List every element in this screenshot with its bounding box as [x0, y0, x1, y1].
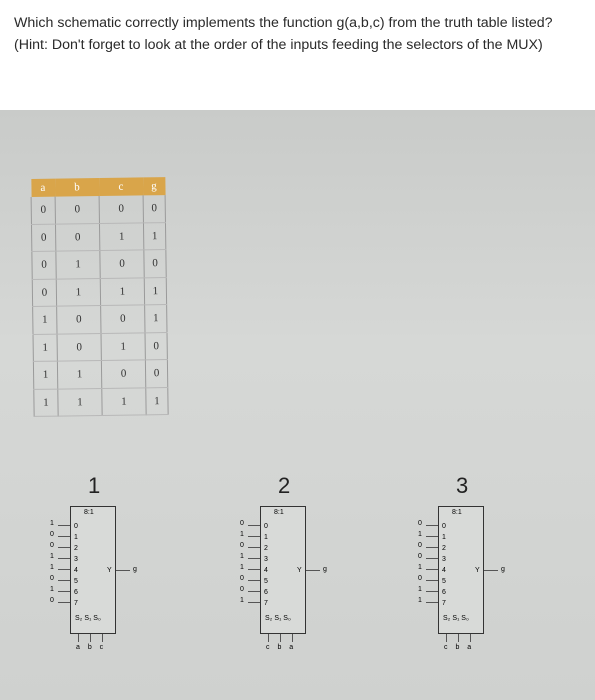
- input-wire: [426, 602, 438, 603]
- mux-pin: 1: [442, 534, 446, 541]
- table-cell: 1: [101, 332, 145, 360]
- mux-pin: 3: [442, 556, 446, 563]
- input-wire: [248, 547, 260, 548]
- output-wire: [306, 570, 320, 571]
- selector-wire: [90, 634, 91, 642]
- table-cell: 1: [33, 334, 57, 362]
- table-cell: 0: [99, 195, 143, 223]
- table-row: [33, 332, 167, 361]
- mux-input-value: 0: [50, 531, 54, 538]
- selector-wire: [458, 634, 459, 642]
- input-wire: [248, 580, 260, 581]
- mux-pin: 7: [74, 600, 78, 607]
- mux-input-value: 1: [418, 586, 422, 593]
- table-row: [32, 250, 166, 279]
- output-wire: [116, 570, 130, 571]
- mux-input-value: 0: [240, 542, 244, 549]
- table-cell: 1: [56, 278, 100, 306]
- table-cell: 1: [33, 306, 57, 334]
- input-wire: [58, 569, 70, 570]
- mux-pin: 0: [74, 523, 78, 530]
- selector-labels: S₂ S₁ S₀: [443, 615, 469, 622]
- selector-wire: [292, 634, 293, 642]
- input-wire: [58, 591, 70, 592]
- truth-table: [30, 177, 168, 417]
- mux-box: [70, 506, 116, 634]
- mux-input-value: 0: [418, 520, 422, 527]
- mux-input-value: 1: [50, 564, 54, 571]
- table-row: [33, 305, 167, 334]
- schematic-number: 2: [278, 473, 291, 498]
- mux-pin: 4: [264, 567, 268, 574]
- table-cell: 1: [99, 222, 143, 250]
- mux-pin: 3: [74, 556, 78, 563]
- table-cell: 0: [101, 360, 145, 388]
- header-g: g: [143, 177, 165, 195]
- mux-input-value: 1: [240, 564, 244, 571]
- mux-input-value: 0: [240, 520, 244, 527]
- table-cell: 0: [55, 196, 99, 224]
- selector-labels: S₂ S₁ S₀: [265, 615, 291, 622]
- table-row: [31, 222, 165, 251]
- schematic-number: 3: [456, 473, 469, 498]
- input-wire: [58, 580, 70, 581]
- table-cell: 0: [31, 224, 55, 252]
- table-cell: 0: [101, 305, 145, 333]
- table-cell: 0: [31, 197, 55, 224]
- mux-input-value: 1: [240, 597, 244, 604]
- mux-pin: 1: [74, 534, 78, 541]
- mux-input-value: 1: [50, 553, 54, 560]
- input-wire: [426, 591, 438, 592]
- input-wire: [426, 558, 438, 559]
- mux-input-value: 0: [418, 542, 422, 549]
- mux-input-value: 0: [50, 575, 54, 582]
- mux-label: 8:1: [274, 509, 284, 516]
- mux-output-label: Y: [475, 567, 480, 574]
- table-cell: 0: [144, 250, 166, 278]
- table-cell: 0: [145, 332, 167, 360]
- mux-input-value: 0: [240, 575, 244, 582]
- table-cell: 1: [34, 389, 58, 417]
- mux-label: 8:1: [84, 509, 94, 516]
- input-wire: [248, 591, 260, 592]
- selector-wire: [470, 634, 471, 642]
- mux-pin: 0: [442, 523, 446, 530]
- input-wire: [248, 525, 260, 526]
- mux-pin: 5: [442, 578, 446, 585]
- mux-pin: 2: [74, 545, 78, 552]
- mux-pin: 7: [442, 600, 446, 607]
- mux-pin: 5: [264, 578, 268, 585]
- schematic-number: 1: [88, 473, 101, 498]
- input-wire: [426, 580, 438, 581]
- mux-input-value: 0: [50, 542, 54, 549]
- mux-output-label: Y: [107, 567, 112, 574]
- mux-input-value: 1: [240, 531, 244, 538]
- selector-wire: [102, 634, 103, 642]
- mux-input-value: 1: [418, 597, 422, 604]
- table-row: [33, 360, 167, 389]
- mux-pin: 6: [264, 589, 268, 596]
- table-cell: 1: [100, 277, 144, 305]
- output-name: g: [323, 566, 327, 573]
- mux-pin: 4: [74, 567, 78, 574]
- table-cell: 0: [32, 279, 56, 307]
- table-cell: 0: [143, 195, 165, 222]
- mux-input-value: 1: [418, 564, 422, 571]
- table-cell: 1: [146, 387, 168, 415]
- mux-pin: 2: [442, 545, 446, 552]
- output-wire: [484, 570, 498, 571]
- table-row: [31, 195, 165, 224]
- table-cell: 1: [57, 360, 101, 388]
- selector-wire: [78, 634, 79, 642]
- input-wire: [426, 525, 438, 526]
- question-text: Which schematic correctly implements the function g(a,b,c) from the truth table listed? (Hint: Don't forget to look at the order of the inputs feeding the selectors of the MUX): [14, 15, 553, 53]
- worksheet-photo: [0, 110, 595, 700]
- table-row: [32, 277, 166, 306]
- output-name: g: [133, 566, 137, 573]
- input-wire: [58, 558, 70, 559]
- mux-input-value: 1: [418, 531, 422, 538]
- mux-pin: 7: [264, 600, 268, 607]
- mux-output-label: Y: [297, 567, 302, 574]
- table-cell: 1: [144, 277, 166, 305]
- mux-input-value: 1: [50, 586, 54, 593]
- table-cell: 0: [145, 360, 167, 388]
- mux-label: 8:1: [452, 509, 462, 516]
- mux-input-value: 0: [240, 586, 244, 593]
- input-wire: [426, 536, 438, 537]
- selector-wire: [268, 634, 269, 642]
- table-cell: 1: [33, 361, 57, 389]
- input-wire: [58, 547, 70, 548]
- table-cell: 1: [56, 250, 100, 278]
- input-wire: [58, 536, 70, 537]
- table-cell: 0: [55, 223, 99, 251]
- input-wire: [248, 602, 260, 603]
- header-b: b: [55, 178, 99, 197]
- output-name: g: [501, 566, 505, 573]
- table-cell: 0: [32, 251, 56, 279]
- mux-input-value: 1: [50, 520, 54, 527]
- mux-pin: 1: [264, 534, 268, 541]
- input-wire: [58, 525, 70, 526]
- header-a: a: [31, 179, 55, 197]
- mux-input-value: 0: [50, 597, 54, 604]
- mux-pin: 6: [442, 589, 446, 596]
- selector-inputs: a b c: [76, 644, 107, 651]
- selector-wire: [280, 634, 281, 642]
- mux-input-value: 1: [240, 553, 244, 560]
- table-cell: 1: [143, 222, 165, 250]
- table-row: [34, 387, 168, 416]
- mux-input-value: 0: [418, 553, 422, 560]
- input-wire: [58, 602, 70, 603]
- mux-pin: 5: [74, 578, 78, 585]
- truth-table-header: [31, 177, 165, 197]
- mux-pin: 6: [74, 589, 78, 596]
- table-cell: 0: [57, 333, 101, 361]
- table-cell: 1: [58, 388, 102, 416]
- table-cell: 1: [145, 305, 167, 333]
- input-wire: [248, 558, 260, 559]
- input-wire: [426, 547, 438, 548]
- table-cell: 0: [57, 305, 101, 333]
- mux-pin: 4: [442, 567, 446, 574]
- mux-input-value: 0: [418, 575, 422, 582]
- question-area: [0, 0, 595, 110]
- selector-wire: [446, 634, 447, 642]
- header-c: c: [99, 177, 143, 196]
- mux-box: [260, 506, 306, 634]
- table-cell: 0: [100, 250, 144, 278]
- mux-pin: 2: [264, 545, 268, 552]
- table-cell: 1: [102, 387, 146, 415]
- mux-box: [438, 506, 484, 634]
- input-wire: [248, 536, 260, 537]
- selector-labels: S₂ S₁ S₀: [75, 615, 101, 622]
- mux-pin: 0: [264, 523, 268, 530]
- selector-inputs: c b a: [444, 644, 475, 651]
- selector-inputs: c b a: [266, 644, 297, 651]
- mux-pin: 3: [264, 556, 268, 563]
- input-wire: [426, 569, 438, 570]
- input-wire: [248, 569, 260, 570]
